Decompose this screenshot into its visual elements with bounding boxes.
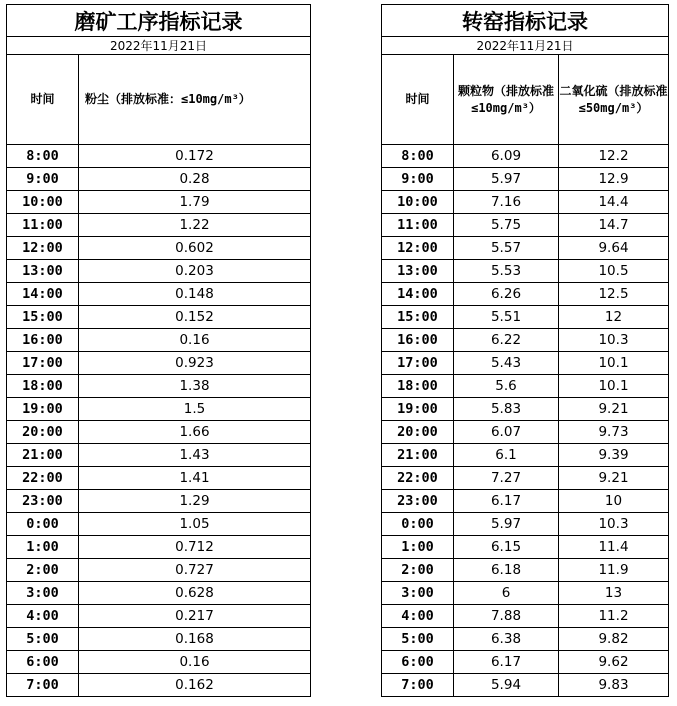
kiln-cell-time: 16:00: [382, 329, 454, 352]
kiln-table-title: 转窑指标记录: [382, 5, 669, 37]
grinding-table-row: [7, 421, 311, 444]
kiln-cell-pm: 6.07: [454, 421, 559, 444]
kiln-cell-so2: 9.39: [559, 444, 669, 467]
grinding-cell-dust: 0.727: [79, 559, 311, 582]
kiln-cell-pm: 6.22: [454, 329, 559, 352]
grinding-cell-time: 3:00: [7, 582, 79, 605]
kiln-cell-pm: 6.17: [454, 490, 559, 513]
kiln-cell-time: 10:00: [382, 191, 454, 214]
grinding-cell-time: 9:00: [7, 168, 79, 191]
kiln-table-row: [382, 237, 669, 260]
grinding-cell-time: 2:00: [7, 559, 79, 582]
grinding-table-row: [7, 674, 311, 697]
kiln-cell-time: 2:00: [382, 559, 454, 582]
grinding-table-row: [7, 605, 311, 628]
kiln-cell-time: 11:00: [382, 214, 454, 237]
grinding-cell-time: 0:00: [7, 513, 79, 536]
kiln-cell-pm: 5.83: [454, 398, 559, 421]
grinding-cell-time: 10:00: [7, 191, 79, 214]
kiln-cell-time: 8:00: [382, 145, 454, 168]
kiln-cell-so2: 10: [559, 490, 669, 513]
kiln-cell-time: 5:00: [382, 628, 454, 651]
kiln-table-row: [382, 283, 669, 306]
grinding-cell-time: 4:00: [7, 605, 79, 628]
grinding-table-row: [7, 628, 311, 651]
grinding-table-row: [7, 582, 311, 605]
kiln-cell-time: 21:00: [382, 444, 454, 467]
kiln-cell-pm: 6.17: [454, 651, 559, 674]
kiln-cell-pm: 5.97: [454, 513, 559, 536]
kiln-cell-pm: 5.75: [454, 214, 559, 237]
grinding-table-row: [7, 536, 311, 559]
kiln-cell-so2: 9.21: [559, 467, 669, 490]
kiln-cell-time: 12:00: [382, 237, 454, 260]
grinding-table-row: [7, 559, 311, 582]
kiln-cell-time: 17:00: [382, 352, 454, 375]
kiln-cell-pm: 6.09: [454, 145, 559, 168]
grinding-dust-header: 粉尘（排放标准：≤10mg/m³）: [79, 55, 311, 145]
kiln-cell-time: 6:00: [382, 651, 454, 674]
kiln-table-row: [382, 145, 669, 168]
kiln-cell-time: 14:00: [382, 283, 454, 306]
kiln-cell-so2: 10.5: [559, 260, 669, 283]
kiln-cell-pm: 5.43: [454, 352, 559, 375]
kiln-table-row: [382, 352, 669, 375]
kiln-table-row: [382, 375, 669, 398]
grinding-cell-dust: 0.16: [79, 651, 311, 674]
kiln-cell-pm: 6.18: [454, 559, 559, 582]
kiln-cell-time: 20:00: [382, 421, 454, 444]
grinding-cell-dust: 1.29: [79, 490, 311, 513]
kiln-cell-time: 13:00: [382, 260, 454, 283]
kiln-table-row: [382, 490, 669, 513]
grinding-cell-dust: 0.162: [79, 674, 311, 697]
grinding-cell-dust: 0.203: [79, 260, 311, 283]
kiln-cell-time: 1:00: [382, 536, 454, 559]
grinding-cell-dust: 0.168: [79, 628, 311, 651]
grinding-cell-dust: 0.16: [79, 329, 311, 352]
grinding-table-row: [7, 490, 311, 513]
kiln-cell-pm: 6.1: [454, 444, 559, 467]
kiln-cell-so2: 13: [559, 582, 669, 605]
grinding-cell-time: 7:00: [7, 674, 79, 697]
kiln-cell-time: 7:00: [382, 674, 454, 697]
grinding-cell-dust: 1.43: [79, 444, 311, 467]
grinding-cell-dust: 1.38: [79, 375, 311, 398]
kiln-cell-so2: 10.3: [559, 513, 669, 536]
kiln-table-row: [382, 398, 669, 421]
kiln-cell-time: 15:00: [382, 306, 454, 329]
kiln-cell-pm: 7.27: [454, 467, 559, 490]
kiln-cell-pm: 7.88: [454, 605, 559, 628]
kiln-time-header: 时间: [382, 55, 454, 145]
kiln-cell-so2: 14.4: [559, 191, 669, 214]
grinding-cell-time: 18:00: [7, 375, 79, 398]
kiln-cell-time: 0:00: [382, 513, 454, 536]
kiln-table-row: [382, 674, 669, 697]
kiln-cell-so2: 12.5: [559, 283, 669, 306]
grinding-cell-dust: 0.712: [79, 536, 311, 559]
grinding-table-title: 磨矿工序指标记录: [7, 5, 311, 37]
kiln-table-row: [382, 536, 669, 559]
kiln-cell-pm: 5.53: [454, 260, 559, 283]
kiln-cell-pm: 5.57: [454, 237, 559, 260]
kiln-table-row: [382, 605, 669, 628]
grinding-table-row: [7, 145, 311, 168]
grinding-cell-time: 1:00: [7, 536, 79, 559]
kiln-cell-pm: 5.97: [454, 168, 559, 191]
kiln-cell-so2: 12: [559, 306, 669, 329]
kiln-cell-so2: 12.9: [559, 168, 669, 191]
kiln-table-row: [382, 306, 669, 329]
grinding-table-row: [7, 214, 311, 237]
grinding-cell-dust: 1.22: [79, 214, 311, 237]
kiln-cell-so2: 11.2: [559, 605, 669, 628]
grinding-cell-time: 22:00: [7, 467, 79, 490]
grinding-cell-dust: 0.602: [79, 237, 311, 260]
grinding-table-row: [7, 306, 311, 329]
grinding-cell-time: 13:00: [7, 260, 79, 283]
grinding-cell-dust: 1.66: [79, 421, 311, 444]
kiln-table-row: [382, 559, 669, 582]
grinding-cell-time: 14:00: [7, 283, 79, 306]
grinding-cell-dust: 0.172: [79, 145, 311, 168]
grinding-cell-dust: 1.79: [79, 191, 311, 214]
grinding-table-row: [7, 375, 311, 398]
grinding-table-row: [7, 260, 311, 283]
grinding-cell-time: 15:00: [7, 306, 79, 329]
grinding-table-row: [7, 168, 311, 191]
grinding-table-row: [7, 283, 311, 306]
grinding-cell-dust: 0.148: [79, 283, 311, 306]
kiln-cell-so2: 10.1: [559, 352, 669, 375]
grinding-cell-time: 20:00: [7, 421, 79, 444]
grinding-time-header: 时间: [7, 55, 79, 145]
grinding-table-row: [7, 191, 311, 214]
kiln-so2-header: 二氧化硫（排放标准≤50mg/m³）: [559, 55, 669, 145]
kiln-table-date: 2022年11月21日: [382, 37, 669, 55]
kiln-particulate-header: 颗粒物（排放标准≤10mg/m³）: [454, 55, 559, 145]
kiln-cell-pm: 6.15: [454, 536, 559, 559]
grinding-table-row: [7, 513, 311, 536]
grinding-cell-time: 12:00: [7, 237, 79, 260]
grinding-cell-dust: 1.41: [79, 467, 311, 490]
grinding-cell-time: 23:00: [7, 490, 79, 513]
kiln-table-row: [382, 421, 669, 444]
kiln-cell-time: 19:00: [382, 398, 454, 421]
grinding-cell-time: 17:00: [7, 352, 79, 375]
grinding-table-row: [7, 237, 311, 260]
kiln-cell-time: 18:00: [382, 375, 454, 398]
kiln-cell-pm: 6: [454, 582, 559, 605]
kiln-table-row: [382, 444, 669, 467]
kiln-cell-so2: 9.62: [559, 651, 669, 674]
grinding-table-row: [7, 651, 311, 674]
grinding-cell-dust: 0.628: [79, 582, 311, 605]
grinding-cell-dust: 0.923: [79, 352, 311, 375]
kiln-cell-time: 9:00: [382, 168, 454, 191]
grinding-cell-dust: 0.28: [79, 168, 311, 191]
kiln-cell-so2: 9.83: [559, 674, 669, 697]
kiln-table-row: [382, 467, 669, 490]
kiln-table-row: [382, 329, 669, 352]
grinding-cell-time: 5:00: [7, 628, 79, 651]
kiln-cell-time: 23:00: [382, 490, 454, 513]
kiln-cell-so2: 14.7: [559, 214, 669, 237]
grinding-table-row: [7, 329, 311, 352]
kiln-cell-so2: 9.21: [559, 398, 669, 421]
grinding-cell-dust: 0.217: [79, 605, 311, 628]
kiln-cell-so2: 9.64: [559, 237, 669, 260]
grinding-table-date: 2022年11月21日: [7, 37, 311, 55]
kiln-table-row: [382, 651, 669, 674]
kiln-cell-so2: 10.3: [559, 329, 669, 352]
grinding-table-row: [7, 467, 311, 490]
grinding-cell-time: 16:00: [7, 329, 79, 352]
kiln-table-row: [382, 168, 669, 191]
grinding-cell-time: 6:00: [7, 651, 79, 674]
kiln-cell-pm: 6.38: [454, 628, 559, 651]
kiln-table-row: [382, 260, 669, 283]
kiln-cell-time: 3:00: [382, 582, 454, 605]
grinding-cell-time: 21:00: [7, 444, 79, 467]
kiln-table-row: [382, 214, 669, 237]
kiln-cell-so2: 11.9: [559, 559, 669, 582]
kiln-cell-pm: 6.26: [454, 283, 559, 306]
grinding-cell-dust: 0.152: [79, 306, 311, 329]
grinding-table-row: [7, 398, 311, 421]
kiln-table-row: [382, 513, 669, 536]
kiln-table-row: [382, 628, 669, 651]
kiln-cell-pm: 5.6: [454, 375, 559, 398]
kiln-cell-time: 22:00: [382, 467, 454, 490]
kiln-record-table: [381, 4, 669, 697]
kiln-table-row: [382, 582, 669, 605]
kiln-cell-so2: 9.73: [559, 421, 669, 444]
kiln-cell-so2: 9.82: [559, 628, 669, 651]
kiln-cell-pm: 5.94: [454, 674, 559, 697]
kiln-table-row: [382, 191, 669, 214]
grinding-cell-dust: 1.5: [79, 398, 311, 421]
kiln-cell-time: 4:00: [382, 605, 454, 628]
grinding-table-row: [7, 444, 311, 467]
kiln-cell-so2: 11.4: [559, 536, 669, 559]
grinding-cell-time: 8:00: [7, 145, 79, 168]
kiln-cell-so2: 12.2: [559, 145, 669, 168]
grinding-cell-time: 11:00: [7, 214, 79, 237]
kiln-cell-so2: 10.1: [559, 375, 669, 398]
grinding-record-table: [6, 4, 311, 697]
kiln-cell-pm: 5.51: [454, 306, 559, 329]
grinding-cell-dust: 1.05: [79, 513, 311, 536]
grinding-table-row: [7, 352, 311, 375]
kiln-cell-pm: 7.16: [454, 191, 559, 214]
grinding-cell-time: 19:00: [7, 398, 79, 421]
